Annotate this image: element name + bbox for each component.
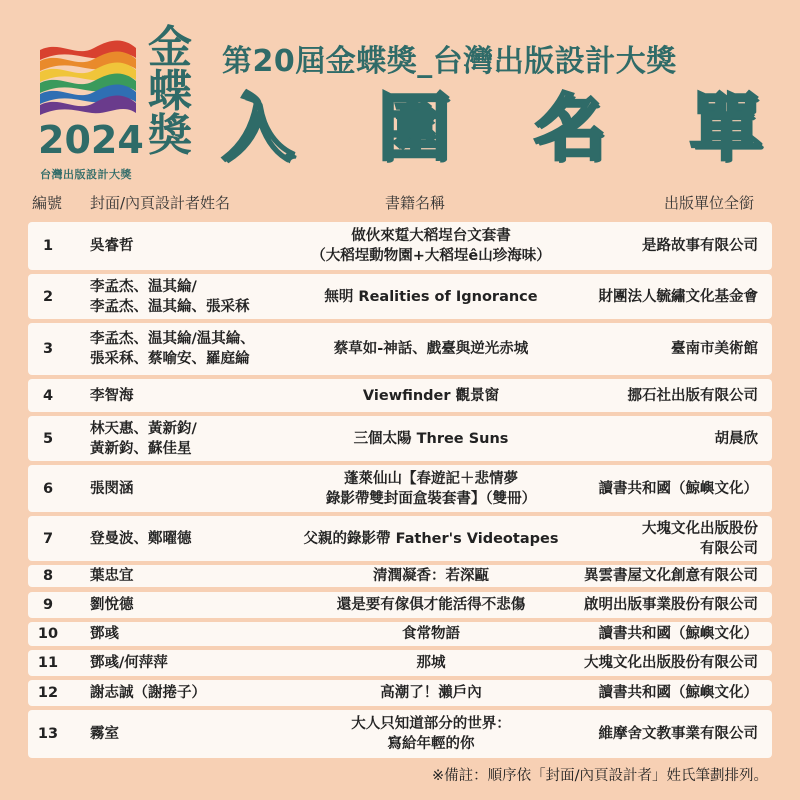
row-book-title: 清潤凝香：若深甌 [373,568,489,584]
table-row [28,222,772,270]
row-number: 11 [37,655,59,671]
row-publisher: 胡晨欣 [714,430,758,447]
row-publisher: 讀書共和國（鯨嶼文化） [598,626,758,642]
row-number: 3 [42,341,54,357]
row-book-title: Viewfinder 觀景窗 [362,387,500,404]
table-row [28,516,772,561]
row-book-title: 做伙來踅大稻埕台文套書 （大稻埕動物園+大稻埕ê山珍海味） [311,228,551,264]
row-number: 7 [42,530,54,547]
list-title-char: 名 [533,86,606,170]
row-number: 9 [42,597,54,613]
list-title-char: 入 [222,86,295,170]
list-title-char: 單 [689,86,762,170]
row-designer: 林天惠、黃新鈞/ 黃新鈞、蘇佳星 [90,420,197,457]
row-number: 8 [42,568,54,584]
table-row [28,592,772,618]
row-designer: 張閔涵 [90,480,134,497]
row-book-title: 高潮了！瀨戶內 [380,685,482,701]
table-row [28,323,772,375]
row-number: 6 [42,480,54,497]
logo-char-1: 金 [148,22,192,73]
row-designer: 劉悅德 [90,597,134,613]
row-designer: 鄧彧/何萍萍 [90,655,168,671]
header-publisher: 出版單位全銜 [664,194,755,212]
row-number: 1 [42,238,54,254]
row-publisher: 是路故事有限公司 [642,238,758,254]
footnote: ※備註：順序依「封面/內頁設計者」姓氏筆劃排列。 [431,768,768,784]
row-number: 2 [42,288,54,305]
row-book-title: 食常物語 [402,626,460,642]
logo-char-3: 獎 [148,110,192,161]
award-logo [36,22,196,181]
row-number: 13 [37,726,59,742]
table-row [28,680,772,706]
row-book-title: 三個太陽 Three Suns [353,430,509,447]
table-row [28,565,772,587]
row-book-title: 父親的錄影帶 Father's Videotapes [303,530,559,547]
logo-char-2: 蝶 [148,66,192,117]
table-row [28,710,772,758]
table-row [28,650,772,676]
row-designer: 李智海 [90,387,134,404]
row-publisher: 讀書共和國（鯨嶼文化） [598,480,758,497]
row-number: 4 [42,387,54,404]
row-publisher: 啟明出版事業股份有限公司 [584,597,758,613]
row-book-title: 無明 Realities of Ignorance [324,288,538,305]
row-number: 12 [37,685,59,701]
table-row [28,465,772,512]
table-header [0,188,800,216]
row-publisher: 財團法人毓繡文化基金會 [598,288,758,305]
header-book: 書籍名稱 [385,194,446,212]
table-row [28,274,772,319]
list-title [222,84,762,172]
row-designer: 葉忠宜 [90,568,134,584]
row-designer: 吳睿哲 [90,238,134,254]
row-designer: 鄧彧 [90,626,119,642]
row-publisher: 大塊文化出版股份 有限公司 [642,520,758,557]
row-book-title: 蓬萊仙山【春遊記＋悲情夢 錄影帶雙封面盒裝套書】（雙冊） [325,470,537,507]
row-number: 5 [42,430,54,447]
list-title-char: 圍 [377,86,450,170]
logo-year: 2024 [38,118,144,162]
header-number: 編號 [32,194,63,212]
row-designer: 霧室 [90,726,119,742]
row-number: 10 [37,626,59,642]
row-designer: 登曼波、鄭曜德 [90,530,192,547]
header-designer: 封面/內頁設計者姓名 [90,194,231,212]
row-book-title: 蔡草如-神話、戲臺與逆光赤城 [333,341,529,357]
row-publisher: 維摩舍文教事業有限公司 [598,726,758,742]
page-title: 第20屆金蝶獎_台灣出版設計大獎 [222,44,677,79]
row-book-title: 還是要有傢俱才能活得不悲傷 [336,597,526,613]
row-book-title: 那城 [416,655,446,671]
table-row [28,379,772,412]
row-book-title: 大人只知道部分的世界： 寫給年輕的你 [351,716,511,752]
row-publisher: 大塊文化出版股份有限公司 [584,655,758,671]
table-row [28,416,772,461]
row-publisher: 挪石社出版有限公司 [627,387,758,404]
logo-subtitle: 台灣出版設計大獎 [40,168,132,181]
book-bands-logo-icon [36,34,140,118]
row-publisher: 臺南市美術館 [671,341,758,357]
row-designer: 李孟杰、温其綸/温其綸、 張采秝、蔡喻安、羅庭綸 [90,331,255,367]
row-designer: 李孟杰、温其綸/ 李孟杰、温其綸、張采秝 [90,278,250,315]
row-designer: 謝志誠（謝捲子） [90,685,206,701]
table-row [28,622,772,646]
row-publisher: 異雲書屋文化創意有限公司 [584,568,758,584]
row-publisher: 讀書共和國（鯨嶼文化） [598,685,758,701]
